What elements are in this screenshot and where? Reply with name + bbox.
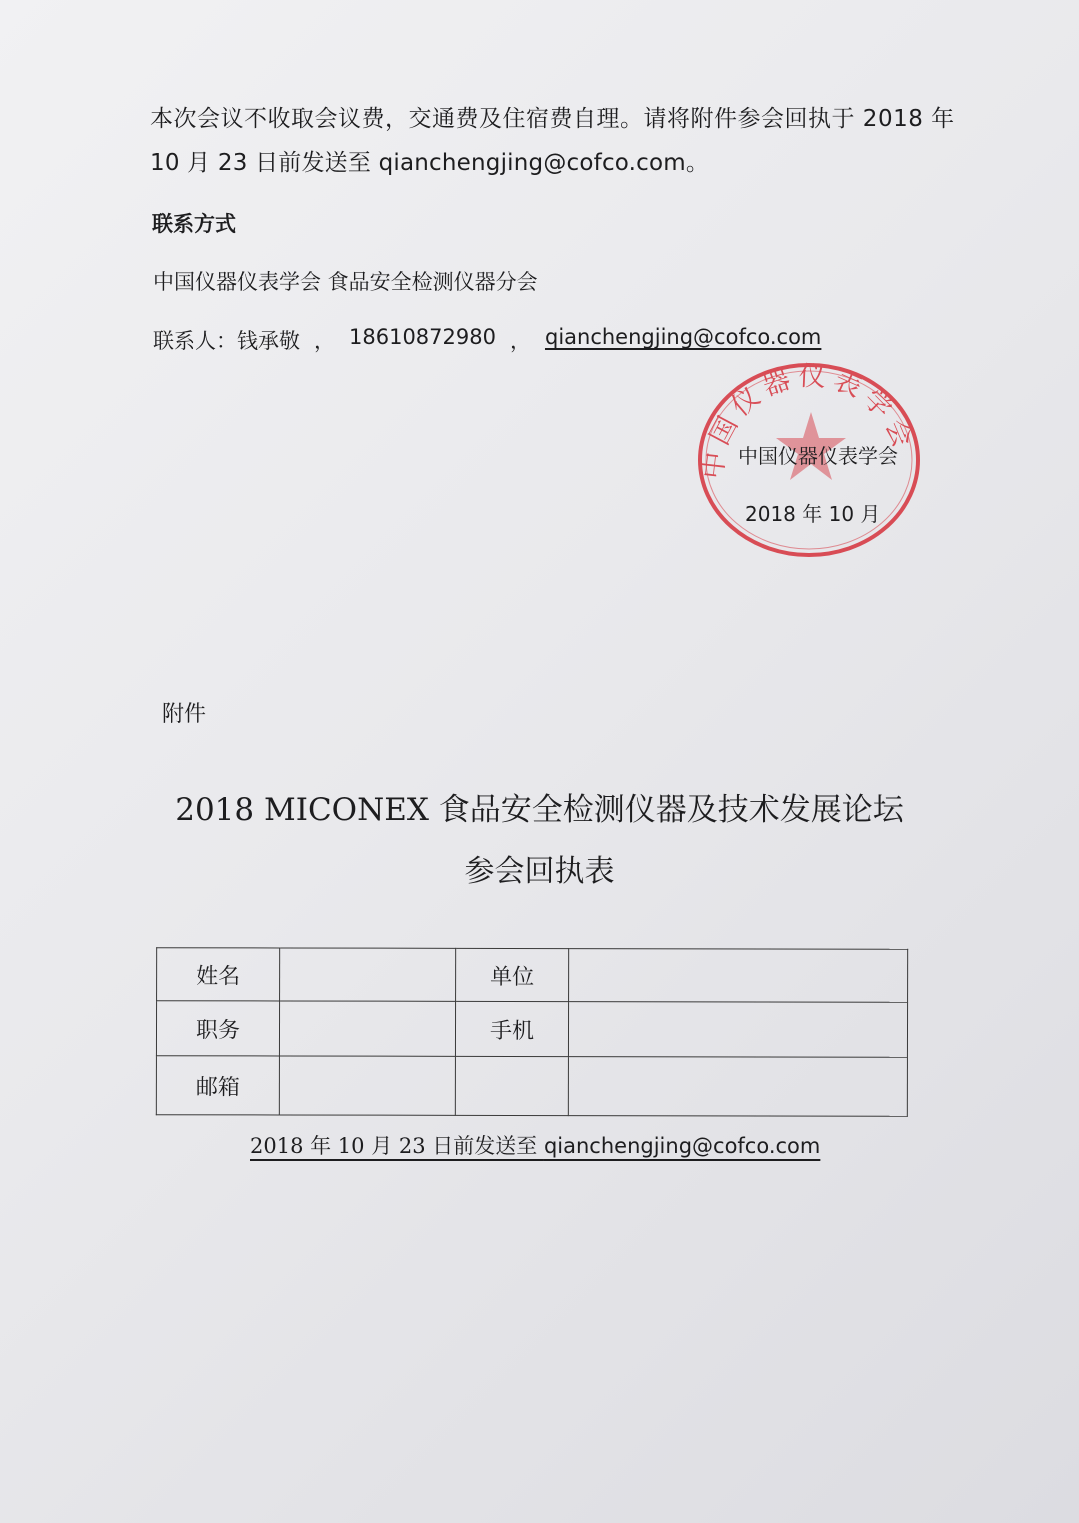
seal-text: 中国仪器仪表学会 (697, 360, 921, 481)
contact-email-link[interactable]: qianchengjing@cofco.com (544, 325, 822, 349)
notice-line-2: 10 月 23 日前发送至 qianchengjing@cofco.com。 (150, 150, 710, 176)
organization-label: 单位 (456, 948, 569, 1001)
contact-heading: 联系方式 (152, 212, 236, 236)
contact-person-line (153, 325, 821, 355)
mobile-field[interactable] (568, 1002, 907, 1058)
empty-label-cell (455, 1056, 568, 1115)
email-label: 邮箱 (156, 1056, 279, 1115)
position-label: 职务 (156, 1001, 279, 1056)
contact-person: 联系人：钱承敬 (153, 329, 300, 353)
signature-date: 2018 年 10 月 (745, 502, 881, 526)
form-title-main: 食品安全检测仪器及技术发展论坛 (438, 792, 904, 828)
organization-field[interactable] (569, 949, 908, 1003)
notice-line-1: 本次会议不收取会议费，交通费及住宿费自理。请将附件参会回执于 2018 年 (150, 106, 955, 132)
name-field[interactable] (280, 948, 456, 1001)
deadline-text: 2018 年 10 月 23 日前发送至 (250, 1134, 544, 1158)
email-field[interactable] (279, 1056, 455, 1115)
deadline-note (250, 1130, 820, 1160)
table-row (156, 1056, 907, 1117)
contact-organization: 中国仪器仪表学会 食品安全检测仪器分会 (153, 270, 538, 294)
form-title (0, 784, 1079, 829)
mobile-label: 手机 (455, 1001, 568, 1056)
registration-form-table (156, 947, 908, 1117)
deadline-email-link[interactable]: qianchengjing@cofco.com (543, 1134, 821, 1158)
form-title-prefix: 2018 MICONEX (175, 792, 439, 828)
contact-separator: ， (509, 329, 531, 353)
table-row (156, 1001, 907, 1058)
contact-phone: 18610872980 (349, 325, 496, 349)
name-label: 姓名 (157, 948, 280, 1001)
table-row (157, 948, 908, 1003)
attachment-label: 附件 (162, 702, 207, 727)
signature-organization: 中国仪器仪表学会 (738, 444, 898, 468)
form-subtitle: 参会回执表 (464, 854, 615, 889)
contact-separator: ， (314, 329, 335, 353)
position-field[interactable] (279, 1001, 455, 1056)
empty-field-cell[interactable] (568, 1057, 907, 1117)
